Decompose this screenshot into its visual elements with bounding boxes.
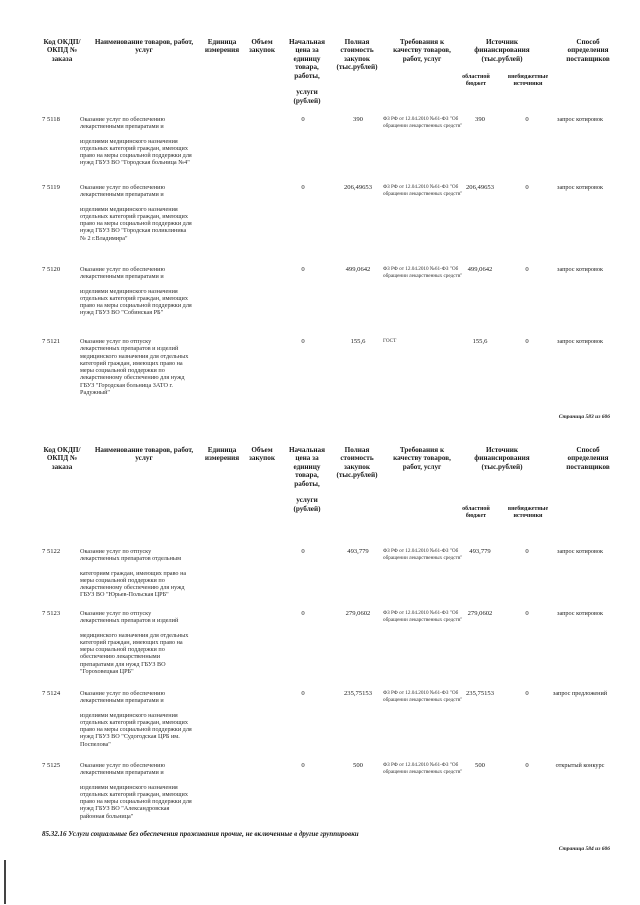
header-name: Наименование товаров, работ, услуг	[94, 446, 194, 463]
row-description	[80, 184, 192, 242]
row-regional: 279,0602	[467, 610, 493, 617]
row-code: 7 5123	[42, 610, 61, 617]
row-description-line2: изделиями медицинского назначения отдельных категорий граждан, имеющих право на меры социальной поддержки для нужд ГБУЗ ВО "Городская поликлиника № 2 г.Владимира"	[80, 205, 192, 242]
row-price: 0	[301, 184, 305, 191]
row-method: запрос котировок	[557, 116, 603, 123]
row-method: запрос котировок	[557, 266, 603, 273]
row-total: 500	[353, 762, 363, 769]
row-code: 7 5119	[42, 184, 60, 191]
row-extra: 0	[525, 690, 529, 697]
header-price-services: услуги (рублей)	[293, 88, 321, 105]
group-heading: 85.32.16 Услуги социальные без обеспечения проживания прочие, не включенные в другие группировки	[42, 830, 359, 838]
header-total: Полная стоимость закупок (тыс.рублей)	[336, 38, 378, 72]
row-price: 0	[301, 116, 305, 123]
row-method: запрос предложений	[552, 690, 608, 697]
row-requirements: ГОСТ	[383, 338, 397, 344]
header-source-extra: внебюджетные источники	[507, 506, 549, 519]
row-regional: 155,6	[472, 338, 488, 345]
row-requirements: ФЗ РФ от 12.04.2010 №61-ФЗ "Об обращении лекарственных средств"	[383, 610, 463, 623]
row-code: 7 5120	[42, 266, 61, 273]
row-extra: 0	[525, 116, 529, 123]
row-total: 235,75153	[343, 690, 373, 697]
row-description-line1: Оказание услуг по отпуску лекарственных препаратов и изделий медицинского назначения для отдельных категорий граждан, имеющих право на меры социальной поддержки по лекарственному обеспечению для нужд ГБУЗ "Городская больница ЗАТО г. Радужный"	[80, 338, 189, 397]
row-requirements: ФЗ РФ от 12.04.2010 №61-ФЗ "Об обращении лекарственных средств"	[383, 184, 463, 197]
row-regional: 390	[475, 116, 485, 123]
row-total: 206,49653	[343, 184, 373, 191]
row-extra: 0	[525, 548, 529, 555]
row-extra: 0	[525, 610, 529, 617]
header-price	[282, 446, 332, 513]
row-regional: 500	[475, 762, 485, 769]
row-total: 279,0602	[345, 610, 371, 617]
header-method: Способ определения поставщиков	[566, 446, 610, 471]
row-price: 0	[301, 338, 305, 345]
row-requirements: ФЗ РФ от 12.04.2010 №61-ФЗ "Об обращении лекарственных средств"	[383, 266, 463, 279]
header-price-label: Начальная цена за единицу товара, работы,	[288, 38, 326, 80]
row-extra: 0	[525, 762, 529, 769]
row-method: открытый конкурс	[555, 762, 605, 769]
header-name: Наименование товаров, работ, услуг	[94, 38, 194, 55]
row-description	[80, 338, 192, 396]
row-price: 0	[301, 266, 305, 273]
header-volume: Объем закупок	[249, 38, 275, 55]
row-total: 493,779	[347, 548, 369, 555]
row-code: 7 5118	[42, 116, 60, 123]
row-method: запрос котировок	[557, 184, 603, 191]
header-requirements: Требования к качеству товаров, работ, услуг	[393, 446, 451, 471]
row-method: запрос котировок	[557, 610, 603, 617]
row-regional: 206,49653	[465, 184, 495, 191]
header-unit: Единица измерения	[204, 446, 240, 463]
row-total: 499,0642	[345, 266, 371, 273]
row-description	[80, 266, 192, 317]
row-code: 7 5124	[42, 690, 61, 697]
row-extra: 0	[525, 184, 529, 191]
row-method: запрос котировок	[557, 548, 603, 555]
row-price: 0	[301, 548, 305, 555]
row-description-line1: Оказание услуг по обеспечению лекарственными препаратами и	[80, 690, 166, 705]
row-description-line1: Оказание услуг по обеспечению лекарственными препаратами и	[80, 116, 166, 131]
row-description-line2: категориям граждан, имеющих право на меры социальной поддержки по лекарственному обеспечению для нужд ГБУЗ ВО "Юрьев-Польская ЦРБ"	[80, 569, 187, 599]
row-price: 0	[301, 690, 305, 697]
row-price: 0	[301, 610, 305, 617]
header-code: Код ОКДП/ ОКПД № заказа	[43, 446, 81, 471]
row-description	[80, 548, 192, 599]
header-source: Источник финансирования (тыс.рублей)	[474, 446, 530, 471]
header-price	[282, 38, 332, 105]
row-description	[80, 762, 192, 820]
row-description-line1: Оказание услуг по обеспечению лекарственными препаратами и	[80, 762, 166, 777]
header-unit: Единица измерения	[204, 38, 240, 55]
row-regional: 499,0642	[467, 266, 493, 273]
row-description	[80, 610, 192, 675]
row-description-line2: изделиями медицинского назначения отдельных категорий граждан, имеющих право на меры социальной поддержки для нужд ГБУЗ ВО "Александровская районная больница"	[80, 783, 192, 820]
row-description-line1: Оказание услуг по обеспечению лекарственными препаратами и	[80, 184, 166, 199]
row-requirements: ФЗ РФ от 12.04.2010 №61-ФЗ "Об обращении лекарственных средств"	[383, 762, 463, 775]
header-source-extra: внебюджетные источники	[507, 74, 549, 87]
row-regional: 493,779	[469, 548, 491, 555]
row-code: 7 5125	[42, 762, 61, 769]
row-requirements: ФЗ РФ от 12.04.2010 №61-ФЗ "Об обращении лекарственных средств"	[383, 548, 463, 561]
scan-margin-mark	[4, 860, 6, 904]
header-volume: Объем закупок	[249, 446, 275, 463]
header-source-regional: областной бюджет	[462, 74, 490, 87]
header-price-services: услуги (рублей)	[293, 496, 321, 513]
header-source: Источник финансирования (тыс.рублей)	[474, 38, 530, 63]
row-total: 390	[353, 116, 363, 123]
header-code: Код ОКДП/ ОКПД № заказа	[43, 38, 81, 63]
header-requirements: Требования к качеству товаров, работ, услуг	[393, 38, 451, 63]
row-extra: 0	[525, 338, 529, 345]
header-source-regional: областной бюджет	[462, 506, 490, 519]
row-price: 0	[301, 762, 305, 769]
header-method: Способ определения поставщиков	[566, 38, 610, 63]
row-extra: 0	[525, 266, 529, 273]
row-description	[80, 690, 192, 748]
row-description-line2: изделиями медицинского назначения отдельных категорий граждан, имеющих право на меры социальной поддержки для нужд ГБУЗ ВО "Городская больница №4"	[80, 137, 192, 167]
row-description-line1: Оказание услуг по отпуску лекарственных препаратов отдельным	[80, 548, 181, 563]
page-number: Страница 583 из 606	[558, 414, 610, 420]
row-description	[80, 116, 192, 167]
row-description-line2: медицинского назначения для отдельных категорий граждан, имеющих право на меры социальной поддержки по обеспечению лекарственными препаратами для нужд ГБУЗ ВО "Гороховецкая ЦРБ"	[80, 631, 189, 676]
row-description-line1: Оказание услуг по отпуску лекарственных препаратов и изделий	[80, 610, 179, 625]
row-regional: 235,75153	[465, 690, 495, 697]
row-code: 7 5121	[42, 338, 61, 345]
row-description-line1: Оказание услуг по обеспечению лекарственными препаратами и	[80, 266, 166, 281]
row-requirements: ФЗ РФ от 12.04.2010 №61-ФЗ "Об обращении лекарственных средств"	[383, 690, 463, 703]
header-price-label: Начальная цена за единицу товара, работы,	[288, 446, 326, 488]
page-number: Страница 584 из 606	[558, 846, 610, 852]
row-method: запрос котировок	[557, 338, 603, 345]
row-total: 155,6	[350, 338, 366, 345]
row-code: 7 5122	[42, 548, 61, 555]
header-total: Полная стоимость закупок (тыс.рублей)	[336, 446, 378, 480]
row-description-line2: изделиями медицинского назначения отдельных категорий граждан, имеющих право на меры социальной поддержки для нужд ГБУЗ ВО "Судогодская ЦРБ им. Поспелова"	[80, 711, 192, 748]
row-description-line2: изделиями медицинского назначения отдельных категорий граждан, имеющих право на меры социальной поддержки для нужд ГБУЗ ВО "Собинская РБ"	[80, 287, 192, 317]
row-requirements: ФЗ РФ от 12.04.2010 №61-ФЗ "Об обращении лекарственных средств"	[383, 116, 463, 129]
